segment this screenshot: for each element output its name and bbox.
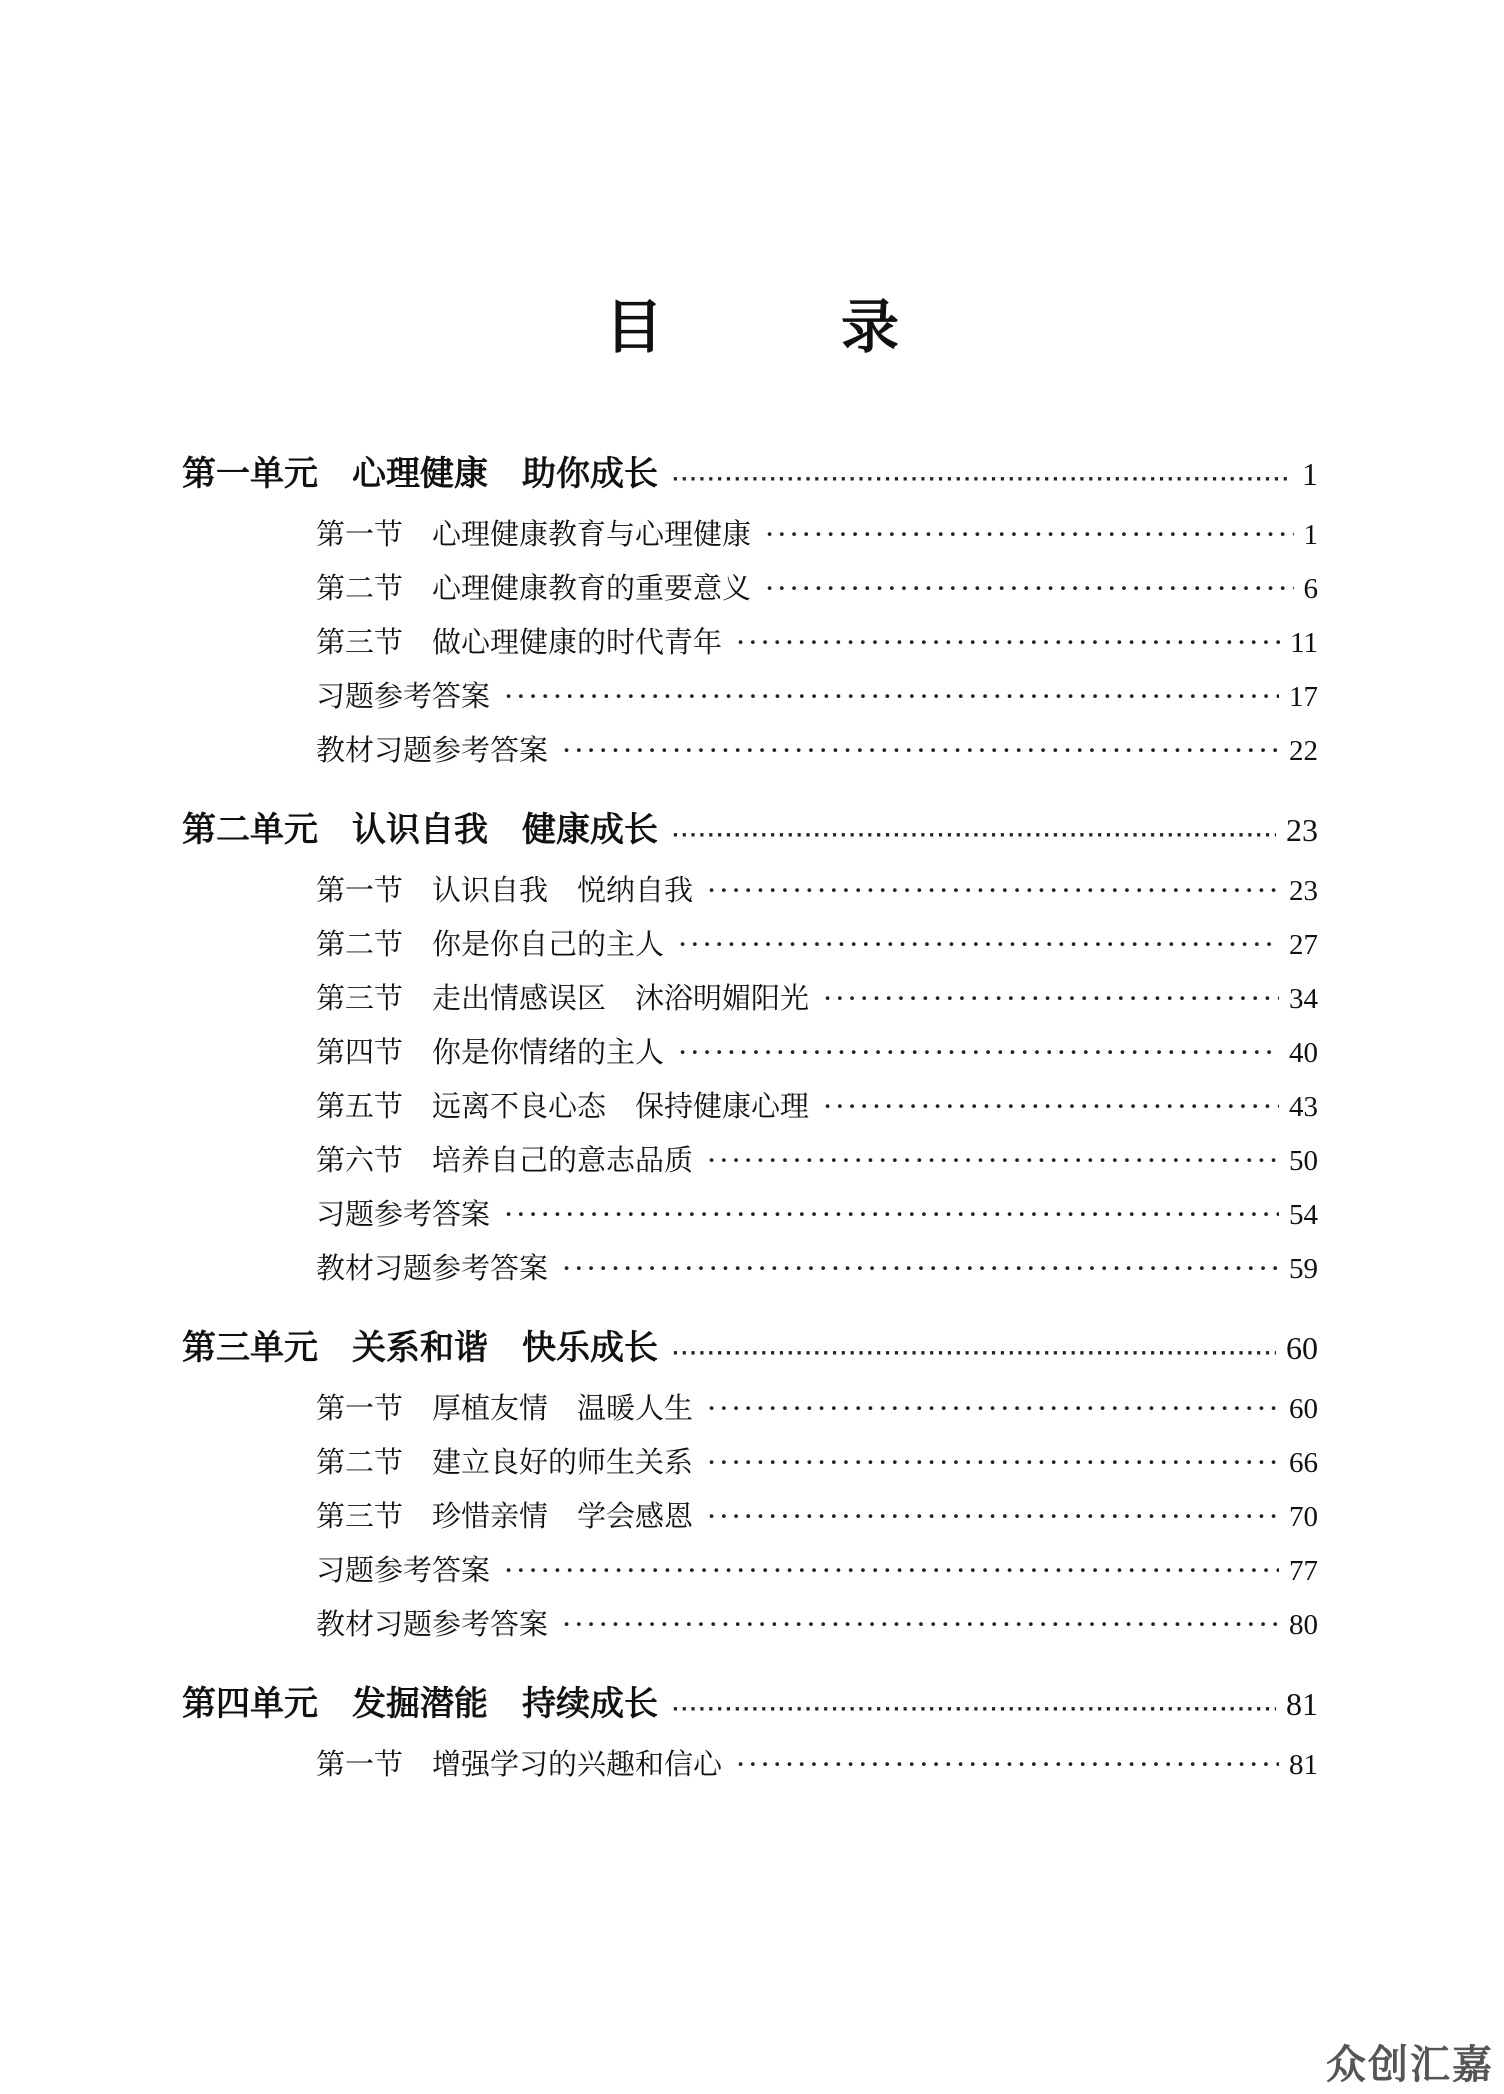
section-title: 习题参考答案 <box>316 679 491 713</box>
dot-leader <box>672 1343 1276 1364</box>
toc-section-entry[interactable] <box>0 1192 1504 1246</box>
toc-section-entry[interactable] <box>0 868 1504 922</box>
dot-leader <box>707 1391 1279 1425</box>
section-title: 教材习题参考答案 <box>316 733 549 767</box>
dot-leader <box>707 1143 1279 1177</box>
section-title: 第一节 认识自我 悦纳自我 <box>316 873 694 907</box>
section-page-number: 77 <box>1289 1555 1318 1587</box>
toc-section-entry[interactable] <box>0 1084 1504 1138</box>
section-title: 习题参考答案 <box>316 1197 491 1231</box>
section-page-number: 34 <box>1289 983 1318 1015</box>
dot-leader <box>707 873 1279 907</box>
unit-page-number: 81 <box>1286 1686 1318 1722</box>
section-page-number: 1 <box>1303 519 1318 551</box>
unit-title: 第四单元 发掘潜能 持续成长 <box>182 1684 658 1724</box>
section-title: 教材习题参考答案 <box>316 1251 549 1285</box>
section-page-number: 22 <box>1289 735 1318 767</box>
section-title: 第一节 心理健康教育与心理健康 <box>316 517 752 551</box>
dot-leader <box>672 469 1292 490</box>
dot-leader <box>823 981 1279 1015</box>
dot-leader <box>765 571 1293 605</box>
section-page-number: 27 <box>1289 929 1318 961</box>
dot-leader <box>678 1035 1279 1069</box>
dot-leader <box>672 1699 1276 1720</box>
toc-section-entry[interactable] <box>0 674 1504 728</box>
section-page-number: 11 <box>1290 627 1318 659</box>
section-title: 第一节 厚植友情 温暖人生 <box>316 1391 694 1425</box>
toc-unit-entry[interactable] <box>0 1320 1504 1386</box>
section-title: 第四节 你是你情绪的主人 <box>316 1035 665 1069</box>
toc-section-entry[interactable] <box>0 566 1504 620</box>
toc-section-entry[interactable] <box>0 922 1504 976</box>
section-page-number: 17 <box>1289 681 1318 713</box>
toc-section-entry[interactable] <box>0 1602 1504 1656</box>
dot-leader <box>707 1499 1279 1533</box>
section-title: 第六节 培养自己的意志品质 <box>316 1143 694 1177</box>
toc-unit-entry[interactable] <box>0 446 1504 512</box>
toc-section-entry[interactable] <box>0 1742 1504 1796</box>
dot-leader <box>707 1445 1279 1479</box>
unit-title: 第三单元 关系和谐 快乐成长 <box>182 1328 658 1368</box>
section-title: 教材习题参考答案 <box>316 1607 549 1641</box>
toc-section-entry[interactable] <box>0 1548 1504 1602</box>
toc-section-entry[interactable] <box>0 728 1504 782</box>
toc-section-entry[interactable] <box>0 1494 1504 1548</box>
section-title: 第二节 心理健康教育的重要意义 <box>316 571 752 605</box>
dot-leader <box>672 825 1276 846</box>
toc-section-entry[interactable] <box>0 1386 1504 1440</box>
dot-leader <box>765 517 1293 551</box>
unit-spacer <box>0 1300 1504 1314</box>
toc-section-entry[interactable] <box>0 1246 1504 1300</box>
dot-leader <box>823 1089 1279 1123</box>
unit-title: 第一单元 心理健康 助你成长 <box>182 454 658 494</box>
section-page-number: 43 <box>1289 1091 1318 1123</box>
toc-section-entry[interactable] <box>0 976 1504 1030</box>
page-title: 目 录 <box>604 293 959 361</box>
toc-unit-entry[interactable] <box>0 1676 1504 1742</box>
dot-leader <box>504 1197 1279 1231</box>
section-page-number: 23 <box>1289 875 1318 907</box>
unit-spacer <box>0 1796 1504 1810</box>
unit-page-number: 60 <box>1286 1330 1318 1366</box>
section-page-number: 60 <box>1289 1393 1318 1425</box>
table-of-contents <box>0 440 1504 1810</box>
dot-leader <box>562 1251 1279 1285</box>
section-page-number: 80 <box>1289 1609 1318 1641</box>
section-title: 第五节 远离不良心态 保持健康心理 <box>316 1089 810 1123</box>
watermark: 众创汇嘉 <box>1326 2042 1494 2088</box>
toc-section-entry[interactable] <box>0 512 1504 566</box>
dot-leader <box>678 927 1279 961</box>
section-page-number: 6 <box>1303 573 1318 605</box>
section-title: 第三节 做心理健康的时代青年 <box>316 625 723 659</box>
section-page-number: 66 <box>1289 1447 1318 1479</box>
section-title: 习题参考答案 <box>316 1553 491 1587</box>
toc-section-entry[interactable] <box>0 1030 1504 1084</box>
toc-section-entry[interactable] <box>0 1138 1504 1192</box>
section-page-number: 70 <box>1289 1501 1318 1533</box>
dot-leader <box>504 679 1279 713</box>
section-page-number: 54 <box>1289 1199 1318 1231</box>
section-page-number: 81 <box>1289 1749 1318 1781</box>
dot-leader <box>562 733 1279 767</box>
section-title: 第二节 建立良好的师生关系 <box>316 1445 694 1479</box>
unit-title: 第二单元 认识自我 健康成长 <box>182 810 658 850</box>
dot-leader <box>562 1607 1279 1641</box>
unit-spacer <box>0 782 1504 796</box>
dot-leader <box>736 1747 1279 1781</box>
section-title: 第一节 增强学习的兴趣和信心 <box>316 1747 723 1781</box>
section-page-number: 40 <box>1289 1037 1318 1069</box>
section-page-number: 50 <box>1289 1145 1318 1177</box>
dot-leader <box>736 625 1280 659</box>
section-title: 第三节 走出情感误区 沐浴明媚阳光 <box>316 981 810 1015</box>
dot-leader <box>504 1553 1279 1587</box>
section-title: 第二节 你是你自己的主人 <box>316 927 665 961</box>
unit-spacer <box>0 1656 1504 1670</box>
unit-page-number: 1 <box>1302 456 1318 492</box>
section-page-number: 59 <box>1289 1253 1318 1285</box>
toc-section-entry[interactable] <box>0 1440 1504 1494</box>
toc-section-entry[interactable] <box>0 620 1504 674</box>
unit-page-number: 23 <box>1286 812 1318 848</box>
toc-unit-entry[interactable] <box>0 802 1504 868</box>
section-title: 第三节 珍惜亲情 学会感恩 <box>316 1499 694 1533</box>
